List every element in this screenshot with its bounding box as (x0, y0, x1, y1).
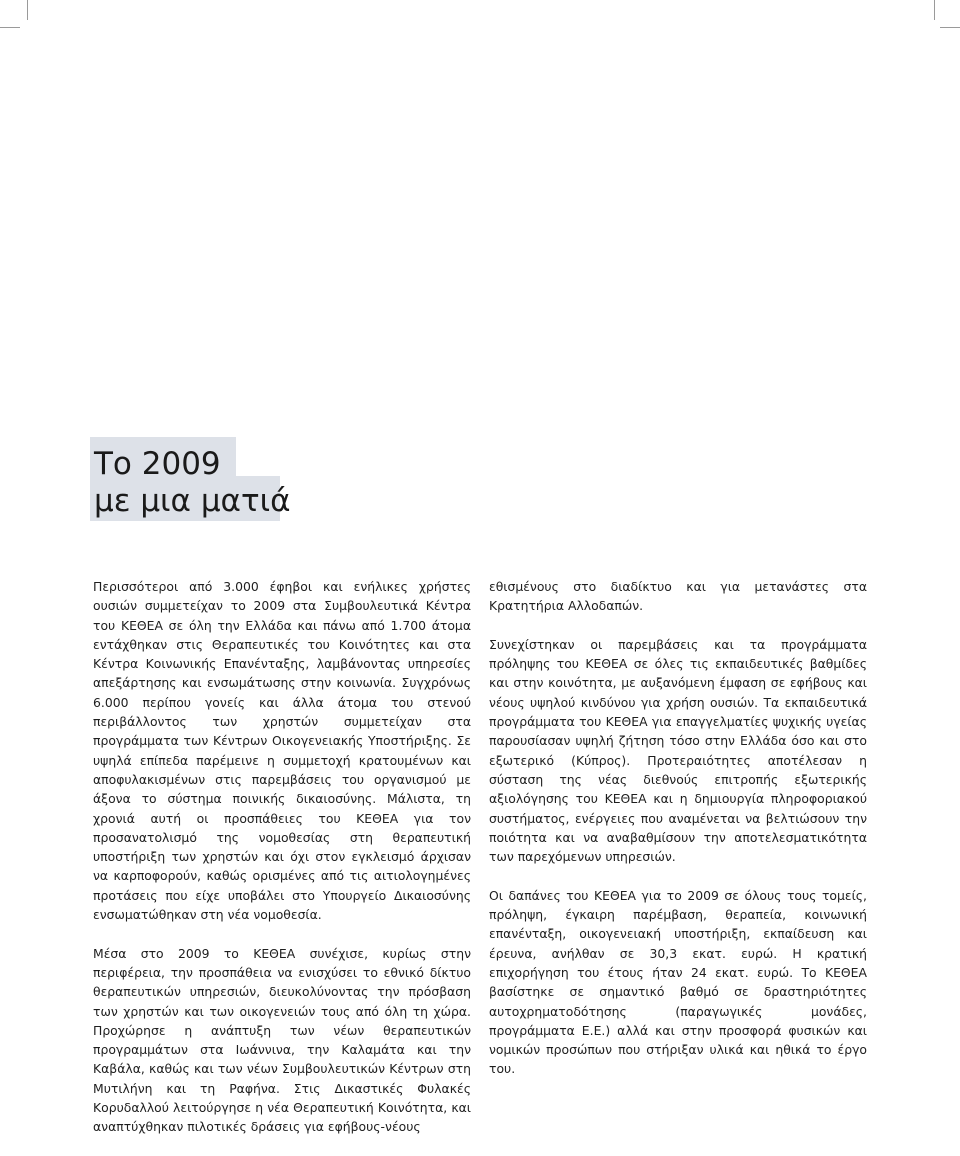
paragraph: Περισσότεροι από 3.000 έφηβοι και ενήλικες χρήστες ουσιών συμμετείχαν το 2009 στα Συμβουλευτικά Κέντρα του ΚΕΘΕΑ σε όλη την Ελλάδα και πάνω από 1.700 άτομα εντάχθηκαν στις Θεραπευτικές του Κοινότητες και στα Κέντρα Κοινωνικής Επανένταξης, λαμβάνοντας υπηρεσίες απεξάρτησης και ενσωμάτωσης στην κοινωνία. Συγχρόνως 6.000 περίπου γονείς και άλλα άτομα του στενού περιβάλλοντος των χρηστών συμμετείχαν στα προγράμματα των Κέντρων Οικογενειακής Υποστήριξης. Σε υψηλά επίπεδα παρέμεινε η συμμετοχή κρατουμένων και αποφυλακισμένων στις παρεμβάσεις του οργανισμού με άξονα το σύστημα ποινικής δικαιοσύνης. Μάλιστα, τη χρονιά αυτή οι προσπάθειες του ΚΕΘΕΑ για τον προσανατολισμό της νομοθεσίας στη θεραπευτική υποστήριξη των χρηστών και όχι στον εγκλεισμό άρχισαν να καρποφορούν, καθώς ορισμένες από τις αιτιολογημένες προτάσεις που είχε υποβάλει στο Υπουργείο Δικαιοσύνης ενσωματώθηκαν στη νέα νομοθεσία. (93, 579, 471, 923)
left-column (93, 577, 471, 1156)
crop-mark (934, 0, 935, 20)
paragraph: Οι δαπάνες του ΚΕΘΕΑ για το 2009 σε όλους τους τομείς, πρόληψη, έγκαιρη παρέμβαση, θεραπεία, κοινωνική επανένταξη, οικογενειακή υποστήριξη, εκπαίδευση και έρευνα, ανήλθαν σε 30,3 εκατ. ευρώ. Η κρατική επιχορήγηση του έτους ήταν 24 εκατ. ευρώ. Το ΚΕΘΕΑ βασίστηκε σε σημαντικό βαθμό σε δραστηριότητες αυτοχρηματοδότησης (παραγωγικές μονάδες, προγράμματα Ε.Ε.) αλλά και στην προσφορά φυσικών και νομικών προσώπων που στήριξαν υλικά και ηθικά το έργο του. (489, 887, 867, 1077)
page-title (94, 446, 291, 520)
page-title-line-1: Το 2009 (94, 446, 221, 482)
crop-mark (940, 27, 960, 28)
paragraph: εθισμένους στο διαδίκτυο και για μετανάστες στα Κρατητήρια Αλλοδαπών. (489, 579, 867, 614)
paragraph: Μέσα στο 2009 το ΚΕΘΕΑ συνέχισε, κυρίως στην περιφέρεια, την προσπάθεια να ενισχύσει το εθνικό δίκτυο θεραπευτικών υπηρεσιών, διευκολύνοντας την πρόσβαση των χρηστών και των οικογενειών τους από όλη τη χώρα. Προχώρησε η ανάπτυξη των νέων θεραπευτικών προγραμμάτων στα Ιωάννινα, την Καλαμάτα και την Καβάλα, καθώς και των νέων Συμβουλευτικών Κέντρων στη Μυτιλήνη και τη Ραφήνα. Στις Δικαστικές Φυλακές Κορυδαλλού λειτούργησε η νέα Θεραπευτική Κοινότητα, και αναπτύχθηκαν πιλοτικές δράσεις για εφήβους-νέους (93, 945, 471, 1135)
crop-mark (27, 0, 28, 20)
page-title-line-2: με μια ματιά (94, 483, 291, 519)
right-column (489, 577, 867, 1098)
paragraph: Συνεχίστηκαν οι παρεμβάσεις και τα προγράμματα πρόληψης του ΚΕΘΕΑ σε όλες τις εκπαιδευτικές βαθμίδες και στην κοινότητα, με αυξανόμενη έμφαση σε εφήβους και νέους υψηλού κινδύνου για χρήση ουσιών. Τα εκπαιδευτικά προγράμματα του ΚΕΘΕΑ για επαγγελματίες ψυχικής υγείας παρουσίασαν υψηλή ζήτηση τόσο στην Ελλάδα όσο και στο εξωτερικό (Κύπρος). Προτεραιότητες αποτέλεσαν η σύσταση της νέας διεθνούς επιτροπής εξωτερικής αξιολόγησης του ΚΕΘΕΑ και η δημιουργία πληροφοριακού συστήματος, ενέργειες που αναμένεται να βελτιώσουν την ποιότητα και να αναβαθμίσουν την αποτελεσματικότητα των παρεχόμενων υπηρεσιών. (489, 636, 867, 865)
crop-mark (0, 27, 20, 28)
